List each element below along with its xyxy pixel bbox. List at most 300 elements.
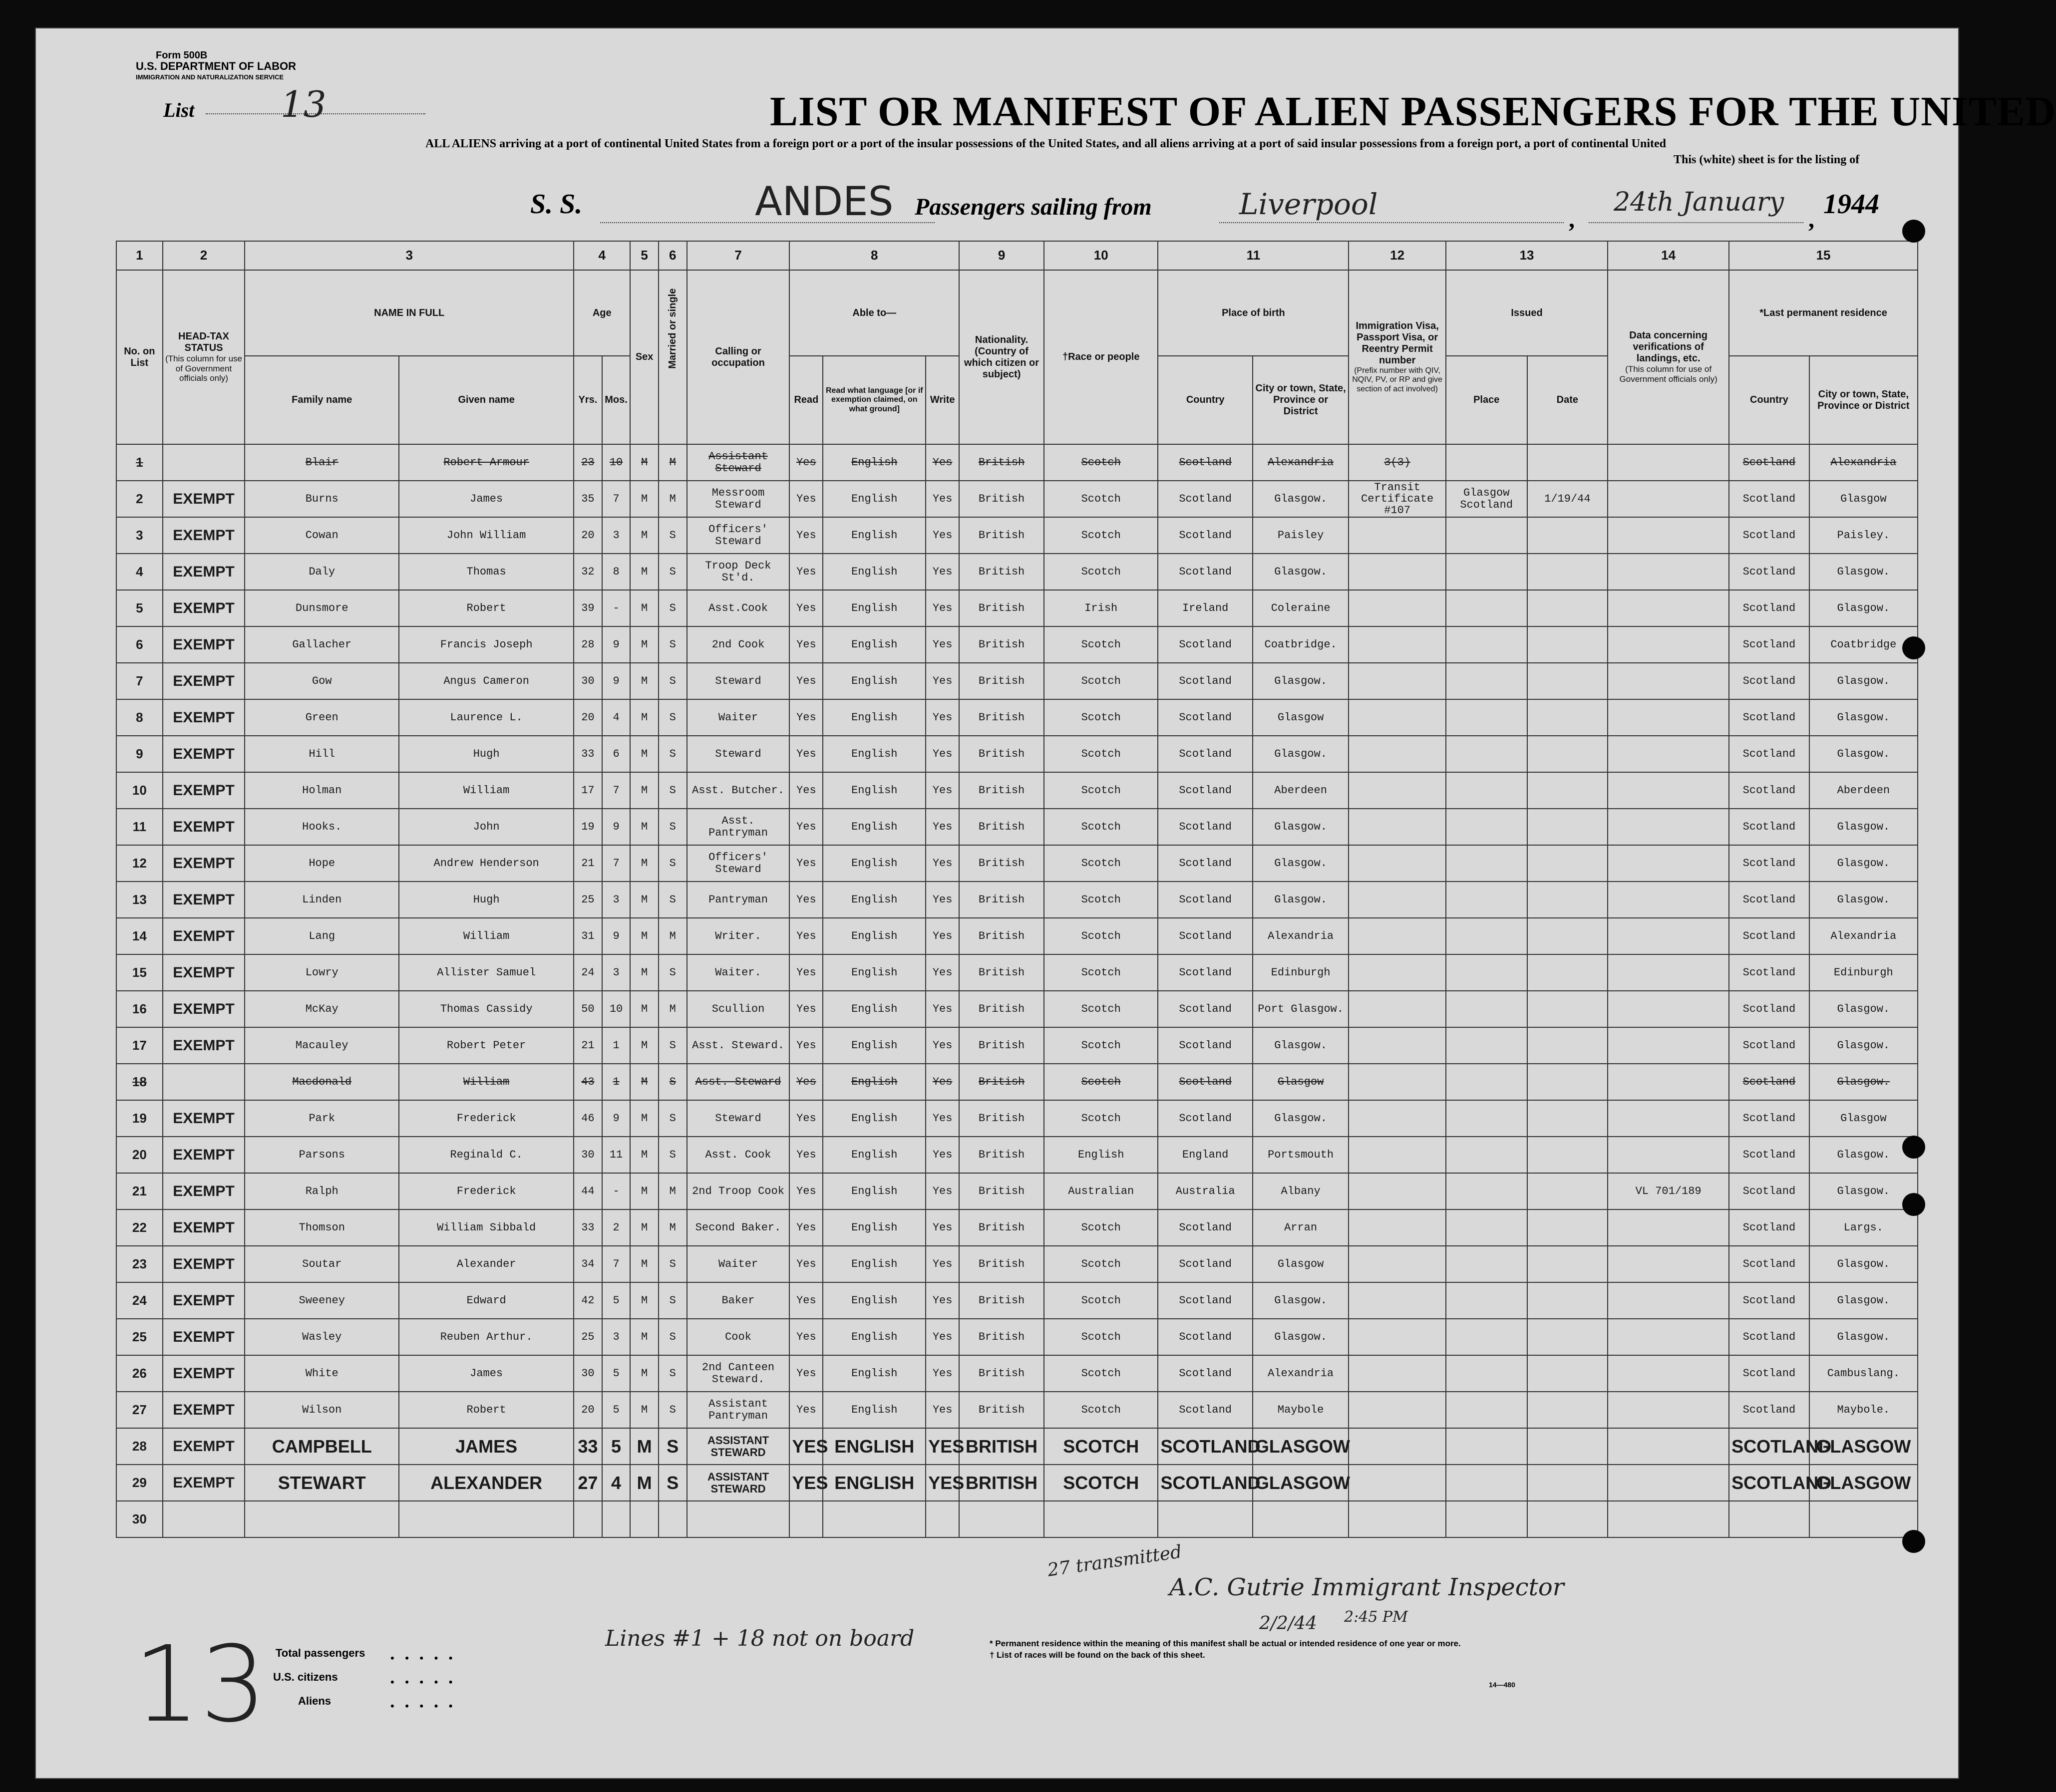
occupation: Asst. Butcher. [687,772,790,809]
head-tax-status: EXEMPT [163,554,245,590]
row-number: 27 [116,1392,163,1428]
issued-place [1446,1428,1527,1465]
head-tax-status: EXEMPT [163,736,245,772]
hdr-mos: Mos. [602,356,631,444]
visa-number [1349,845,1446,882]
issued-place [1446,444,1527,481]
family-name: Blair [245,444,399,481]
row-number: 18 [116,1064,163,1100]
age-years: 30 [574,1355,602,1392]
birth-city: Alexandria [1253,918,1349,954]
row-number: 23 [116,1246,163,1282]
issued-place [1446,809,1527,845]
head-tax-status: EXEMPT [163,1282,245,1319]
nationality: British [959,1246,1044,1282]
given-name: Allister Samuel [399,954,574,991]
given-name: Edward [399,1282,574,1319]
family-name: Burns [245,481,399,517]
can-write: Yes [926,1282,959,1319]
head-tax-status: EXEMPT [163,517,245,554]
family-name: Thomson [245,1209,399,1246]
birth-country: Scotland [1158,918,1252,954]
issued-place [1446,1064,1527,1100]
issued-date [1527,1392,1608,1428]
sex: M [630,1392,659,1428]
residence-country: Scotland [1729,1282,1809,1319]
issued-place [1446,1137,1527,1173]
birth-country: Scotland [1158,1355,1252,1392]
marital-status: S [659,1428,687,1465]
department-label: U.S. DEPARTMENT OF LABOR [136,60,297,72]
occupation: Second Baker. [687,1209,790,1246]
verification-data [1608,1501,1729,1537]
head-tax-status [163,444,245,481]
row-number: 25 [116,1319,163,1355]
birth-country: Scotland [1158,1209,1252,1246]
given-name: Angus Cameron [399,663,574,699]
visa-number [1349,1137,1446,1173]
hdr-visa-title: Immigration Visa, Passport Visa, or Reentry Permit number [1356,320,1439,366]
family-name: Green [245,699,399,736]
can-read: Yes [789,663,823,699]
citizens-dots: • • • • • [390,1676,457,1688]
read-language: English [823,1282,926,1319]
head-tax-status: EXEMPT [163,1392,245,1428]
table-row [116,1392,1918,1428]
head-tax-status: EXEMPT [163,809,245,845]
issued-date [1527,1465,1608,1501]
read-language: English [823,1064,926,1100]
residence-city: Glasgow [1809,481,1918,517]
verification-data [1608,991,1729,1027]
port-line [1219,222,1564,223]
age-months: 1 [602,1027,631,1064]
col-num-13: 13 [1446,241,1608,270]
verification-data [1608,736,1729,772]
nationality: British [959,772,1044,809]
age-months: 9 [602,626,631,663]
can-write: Yes [926,772,959,809]
hdr-issued-date: Date [1527,356,1608,444]
can-write: Yes [926,882,959,918]
hdr-head-tax [163,270,245,444]
residence-city: Cambuslang. [1809,1355,1918,1392]
race: SCOTCH [1044,1465,1158,1501]
table-row [116,663,1918,699]
issued-place [1446,590,1527,626]
marital-status: M [659,1209,687,1246]
given-name: John William [399,517,574,554]
issued-date [1527,1319,1608,1355]
age-months: 9 [602,918,631,954]
sex [630,1501,659,1537]
issued-place [1446,1282,1527,1319]
sex: M [630,1064,659,1100]
residence-city: Glasgow. [1809,1246,1918,1282]
head-tax-status: EXEMPT [163,845,245,882]
residence-country: Scotland [1729,444,1809,481]
issued-date [1527,1137,1608,1173]
occupation: Writer. [687,918,790,954]
can-write: Yes [926,444,959,481]
row-number: 2 [116,481,163,517]
issued-place [1446,1209,1527,1246]
race: Scotch [1044,517,1158,554]
can-read: Yes [789,736,823,772]
table-row [116,590,1918,626]
given-name: Andrew Henderson [399,845,574,882]
race: Scotch [1044,918,1158,954]
issued-place [1446,954,1527,991]
visa-number [1349,590,1446,626]
nationality: BRITISH [959,1465,1044,1501]
occupation: Asst. Steward. [687,1027,790,1064]
residence-city: Glasgow. [1809,809,1918,845]
occupation: Officers' Steward [687,845,790,882]
can-write: Yes [926,590,959,626]
manifest-sheet [35,27,2056,1779]
race: Scotch [1044,1209,1158,1246]
race-footnote: † List of races will be found on the back of this sheet. [990,1650,1205,1660]
table-row [116,1355,1918,1392]
subtitle-line-1: ALL ALIENS arriving at a port of continental United States from a foreign port or a port of the insular possessions of the United States, and all aliens arriving at a port of said insular possessions from a foreign port, a port of continental United [425,137,1666,150]
read-language: English [823,845,926,882]
birth-city: Glasgow [1253,1246,1349,1282]
race: Scotch [1044,626,1158,663]
inspector-signature: A.C. Gutrie Immigrant Inspector [1169,1573,1564,1601]
age-months: 5 [602,1355,631,1392]
given-name: Frederick [399,1173,574,1209]
race: Scotch [1044,991,1158,1027]
given-name: William Sibbald [399,1209,574,1246]
family-name: Ralph [245,1173,399,1209]
race: Scotch [1044,809,1158,845]
table-row [116,554,1918,590]
given-name: William [399,918,574,954]
marital-status: S [659,954,687,991]
verification-data [1608,1355,1729,1392]
hdr-head-tax-title: HEAD-TAX STATUS [178,331,229,354]
vessel-name: ANDES [755,178,894,225]
can-write: Yes [926,736,959,772]
head-tax-status: EXEMPT [163,1246,245,1282]
family-name: Hill [245,736,399,772]
birth-country: Scotland [1158,517,1252,554]
visa-number [1349,626,1446,663]
can-read: Yes [789,1173,823,1209]
residence-country: Scotland [1729,1392,1809,1428]
head-tax-status: EXEMPT [163,954,245,991]
table-row [116,954,1918,991]
read-language: English [823,1392,926,1428]
list-label: List [163,99,195,121]
table-row [116,882,1918,918]
table-row [116,517,1918,554]
race: Scotch [1044,1319,1158,1355]
verification-data [1608,663,1729,699]
issued-place [1446,517,1527,554]
visa-number [1349,1027,1446,1064]
issued-date [1527,845,1608,882]
race: English [1044,1137,1158,1173]
can-read [789,1501,823,1537]
age-years: 17 [574,772,602,809]
residence-city: Edinburgh [1809,954,1918,991]
sex: M [630,699,659,736]
birth-country: SCOTLAND [1158,1465,1252,1501]
punch-hole [1902,636,1925,659]
can-read: Yes [789,1027,823,1064]
nationality: British [959,1392,1044,1428]
read-language: English [823,1355,926,1392]
residence-city: GLASGOW [1809,1428,1918,1465]
sex: M [630,444,659,481]
birth-country: Scotland [1158,1319,1252,1355]
residence-city: Alexandria [1809,918,1918,954]
visa-number [1349,1465,1446,1501]
age-years: 33 [574,736,602,772]
residence-city: Largs. [1809,1209,1918,1246]
visa-number [1349,918,1446,954]
marital-status: S [659,845,687,882]
race: Scotch [1044,444,1158,481]
birth-country: Scotland [1158,626,1252,663]
page-title: LIST OR MANIFEST OF ALIEN PASSENGERS FOR THE UNITED [770,88,2056,135]
sex: M [630,1282,659,1319]
verification-data [1608,1100,1729,1137]
residence-country: SCOTLAND [1729,1465,1809,1501]
table-row [116,626,1918,663]
hdr-married-text: Married or single [667,288,678,369]
read-language: English [823,1173,926,1209]
hdr-issued-place: Place [1446,356,1527,444]
head-tax-status: EXEMPT [163,1209,245,1246]
hdr-birth-country: Country [1158,356,1252,444]
race: Scotch [1044,554,1158,590]
given-name: Robert [399,590,574,626]
row-number: 17 [116,1027,163,1064]
visa-number [1349,1282,1446,1319]
residence-country: Scotland [1729,481,1809,517]
issued-place [1446,554,1527,590]
punch-hole [1902,220,1925,243]
age-months: 5 [602,1428,631,1465]
col-num-6: 6 [659,241,687,270]
residence-city: Alexandria [1809,444,1918,481]
age-years: 19 [574,809,602,845]
occupation: Scullion [687,991,790,1027]
table-row [116,809,1918,845]
age-years: 32 [574,554,602,590]
given-name: Hugh [399,736,574,772]
head-tax-status: EXEMPT [163,882,245,918]
can-read: Yes [789,1246,823,1282]
age-years: 33 [574,1209,602,1246]
age-months: 8 [602,554,631,590]
table-row [116,918,1918,954]
given-name: Reuben Arthur. [399,1319,574,1355]
visa-number: Transit Certificate #107 [1349,481,1446,517]
can-write: Yes [926,1137,959,1173]
occupation: Waiter [687,699,790,736]
verification-data [1608,845,1729,882]
birth-country: Scotland [1158,1282,1252,1319]
age-years: 42 [574,1282,602,1319]
residence-city: Glasgow. [1809,882,1918,918]
visa-number [1349,736,1446,772]
issued-date [1527,1100,1608,1137]
can-write: YES [926,1465,959,1501]
table-row [116,1209,1918,1246]
punch-hole [1902,1136,1925,1159]
nationality: British [959,626,1044,663]
sex: M [630,772,659,809]
family-name: Lang [245,918,399,954]
verification-data [1608,918,1729,954]
residence-country: Scotland [1729,809,1809,845]
list-number: 13 [281,83,327,125]
nationality: British [959,1282,1044,1319]
given-name: James [399,1355,574,1392]
age-months: 9 [602,809,631,845]
family-name: Sweeney [245,1282,399,1319]
read-language: English [823,954,926,991]
residence-city: Glasgow. [1809,699,1918,736]
marital-status: S [659,1355,687,1392]
birth-city: GLASGOW [1253,1465,1349,1501]
read-language: English [823,1319,926,1355]
visa-number [1349,1319,1446,1355]
issued-date [1527,772,1608,809]
given-name: ALEXANDER [399,1465,574,1501]
birth-country: Scotland [1158,772,1252,809]
issued-date [1527,663,1608,699]
col-num-14: 14 [1608,241,1729,270]
col-num-15: 15 [1729,241,1918,270]
age-years: 20 [574,1392,602,1428]
nationality: British [959,954,1044,991]
age-months: 4 [602,1465,631,1501]
read-language: English [823,444,926,481]
birth-city: Maybole [1253,1392,1349,1428]
occupation: Steward [687,736,790,772]
visa-number [1349,1100,1446,1137]
head-tax-status: EXEMPT [163,663,245,699]
age-months: 10 [602,991,631,1027]
verification-data [1608,1137,1729,1173]
can-read: Yes [789,882,823,918]
issued-place [1446,699,1527,736]
family-name: CAMPBELL [245,1428,399,1465]
sex: M [630,481,659,517]
can-read: Yes [789,809,823,845]
age-months: 4 [602,699,631,736]
total-dots: • • • • • [390,1652,457,1664]
residence-footnote: * Permanent residence within the meaning of this manifest shall be actual or intended residence of one year or more. [990,1639,1461,1648]
issued-date [1527,882,1608,918]
residence-country: Scotland [1729,663,1809,699]
race: Scotch [1044,663,1158,699]
age-months: 7 [602,772,631,809]
marital-status: S [659,1282,687,1319]
issued-date [1527,1428,1608,1465]
age-months: 3 [602,882,631,918]
can-write: Yes [926,1319,959,1355]
table-row [116,1428,1918,1465]
issued-place [1446,1465,1527,1501]
col-num-7: 7 [687,241,790,270]
total-passengers-label: Total passengers [276,1647,365,1659]
sex: M [630,991,659,1027]
birth-country [1158,1501,1252,1537]
age-months: 10 [602,444,631,481]
race: Scotch [1044,1355,1158,1392]
verification-data [1608,444,1729,481]
issued-date [1527,1209,1608,1246]
occupation: Troop Deck St'd. [687,554,790,590]
given-name: John [399,809,574,845]
birth-city: Glasgow. [1253,1100,1349,1137]
head-tax-status: EXEMPT [163,626,245,663]
birth-country: Scotland [1158,736,1252,772]
nationality: British [959,1209,1044,1246]
sex: M [630,736,659,772]
marital-status: S [659,699,687,736]
can-read: Yes [789,845,823,882]
residence-country: Scotland [1729,554,1809,590]
date-line [1589,222,1803,223]
age-years: 20 [574,699,602,736]
birth-city: GLASGOW [1253,1428,1349,1465]
visa-number [1349,1209,1446,1246]
read-language: English [823,809,926,845]
birth-city: Glasgow. [1253,554,1349,590]
read-language: English [823,918,926,954]
age-months: - [602,1173,631,1209]
issued-date [1527,1173,1608,1209]
visa-number [1349,954,1446,991]
col-num-1: 1 [116,241,163,270]
birth-city: Arran [1253,1209,1349,1246]
can-read: Yes [789,590,823,626]
birth-country: Scotland [1158,1392,1252,1428]
residence-city: Aberdeen [1809,772,1918,809]
verification-data [1608,1428,1729,1465]
hdr-issued: Issued [1446,270,1608,356]
can-write: Yes [926,918,959,954]
sex: M [630,1027,659,1064]
can-read: Yes [789,918,823,954]
occupation: Waiter. [687,954,790,991]
read-language [823,1501,926,1537]
marital-status: S [659,590,687,626]
can-write: Yes [926,699,959,736]
family-name: Daly [245,554,399,590]
can-write: Yes [926,1064,959,1100]
can-write: Yes [926,954,959,991]
occupation: 2nd Troop Cook [687,1173,790,1209]
manifest-table [116,241,1918,1538]
visa-number [1349,663,1446,699]
read-language: English [823,1246,926,1282]
sex: M [630,663,659,699]
birth-city: Glasgow. [1253,1319,1349,1355]
verification-data [1608,882,1729,918]
nationality: British [959,736,1044,772]
marital-status: S [659,1137,687,1173]
big-list-number: 13 [133,1623,267,1746]
sex: M [630,1355,659,1392]
